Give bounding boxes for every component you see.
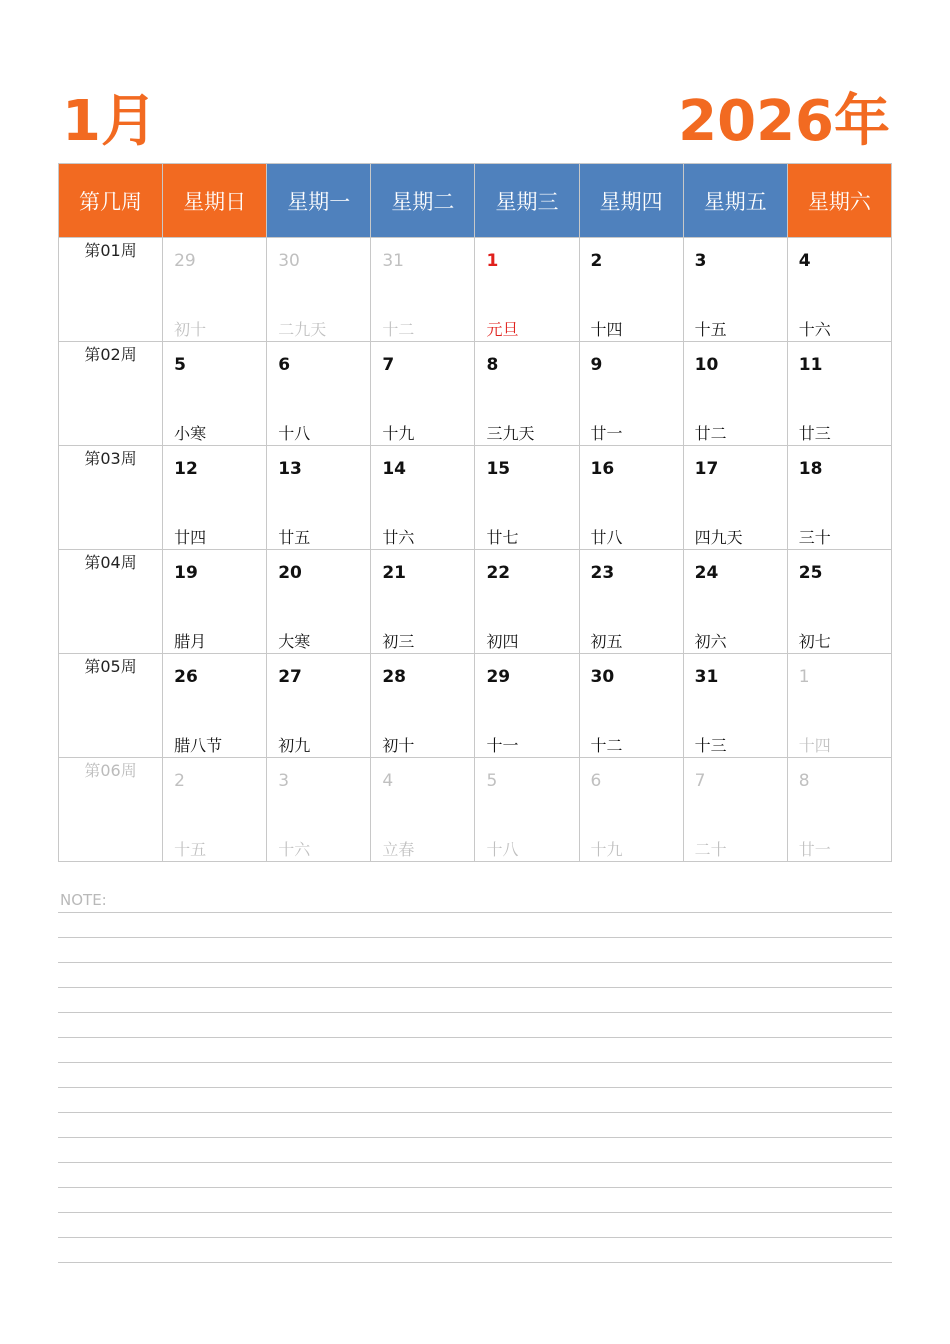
day-number: 23: [590, 563, 615, 583]
day-number: 30: [278, 251, 300, 271]
day-number: 18: [798, 459, 823, 479]
lunar-date: 廿一: [590, 424, 623, 443]
lunar-date: 十九: [590, 840, 623, 859]
day-cell[interactable]: [371, 342, 475, 446]
day-number: 14: [382, 459, 406, 479]
day-number: 6: [590, 771, 602, 791]
day-cell[interactable]: [579, 550, 683, 654]
note-line: [58, 1237, 892, 1262]
day-cell[interactable]: [267, 342, 371, 446]
day-cell[interactable]: [579, 446, 683, 550]
note-line: [58, 962, 892, 987]
lunar-date: 腊月: [174, 632, 207, 651]
lunar-date: 立春: [382, 840, 415, 859]
day-number: 16: [590, 459, 615, 479]
day-cell[interactable]: [163, 238, 267, 342]
day-cell[interactable]: [475, 654, 579, 758]
note-lines: [58, 912, 892, 1287]
day-number: 7: [694, 771, 706, 791]
day-cell[interactable]: [163, 446, 267, 550]
day-cell[interactable]: [683, 342, 787, 446]
day-number: 24: [694, 563, 719, 583]
day-cell[interactable]: [683, 550, 787, 654]
day-number: 9: [590, 355, 603, 375]
lunar-date: 腊八节: [174, 736, 223, 755]
week-number-cell: 第06周: [59, 758, 163, 862]
day-number: 1: [486, 251, 499, 271]
day-number: 1: [798, 667, 810, 687]
month-title: 1月: [62, 89, 157, 154]
day-number: 19: [174, 563, 198, 583]
day-number: 8: [486, 355, 499, 375]
week-row: [59, 342, 892, 446]
day-number: 28: [382, 667, 406, 687]
lunar-date: 十三: [694, 736, 727, 755]
lunar-date: 廿八: [590, 528, 623, 547]
year-title: 2026年: [678, 89, 890, 154]
week-row: [59, 654, 892, 758]
day-cell[interactable]: [371, 550, 475, 654]
week-row: [59, 550, 892, 654]
day-number: 4: [382, 771, 394, 791]
day-cell[interactable]: [267, 550, 371, 654]
lunar-date: 二九天: [278, 320, 327, 339]
day-number: 15: [486, 459, 511, 479]
day-cell[interactable]: [371, 238, 475, 342]
lunar-date: 初五: [590, 632, 623, 651]
day-number: 29: [486, 667, 511, 687]
day-number: 5: [174, 355, 186, 375]
day-number: 29: [174, 251, 196, 271]
day-number: 17: [694, 459, 719, 479]
day-number: 26: [174, 667, 198, 687]
note-line: [58, 1212, 892, 1237]
weekday-header-sunday: 星期日: [163, 164, 267, 238]
note-line: [58, 1012, 892, 1037]
lunar-date: 二十: [694, 840, 727, 859]
week-number-cell: 第03周: [59, 446, 163, 550]
week-row: [59, 758, 892, 862]
day-number: 3: [278, 771, 290, 791]
lunar-date: 三十: [798, 528, 831, 547]
day-cell[interactable]: [475, 550, 579, 654]
day-number: 13: [278, 459, 302, 479]
lunar-date: 十五: [174, 840, 207, 859]
week-row: [59, 446, 892, 550]
lunar-date: 十八: [486, 840, 519, 859]
note-line: [58, 912, 892, 937]
day-cell[interactable]: [683, 758, 787, 862]
note-line: [58, 1137, 892, 1162]
day-cell[interactable]: [267, 758, 371, 862]
weekday-header-row: [59, 164, 892, 238]
weekday-header-saturday: 星期六: [787, 164, 891, 238]
note-line: [58, 987, 892, 1012]
note-line: [58, 937, 892, 962]
day-number: 5: [486, 771, 498, 791]
week-number-cell: 第02周: [59, 342, 163, 446]
note-line: [58, 1037, 892, 1062]
day-number: 2: [174, 771, 185, 791]
lunar-date: 廿六: [382, 528, 415, 547]
day-cell[interactable]: [371, 758, 475, 862]
day-number: 12: [174, 459, 198, 479]
day-cell[interactable]: [683, 654, 787, 758]
day-number: 31: [694, 667, 719, 687]
lunar-date: 初九: [278, 736, 311, 755]
lunar-date: 十五: [694, 320, 727, 339]
lunar-date: 三九天: [486, 424, 535, 443]
lunar-date: 廿二: [694, 424, 727, 443]
lunar-date: 初四: [486, 632, 519, 651]
lunar-date: 初十: [382, 736, 415, 755]
day-number: 22: [486, 563, 511, 583]
note-line: [58, 1112, 892, 1137]
lunar-date: 大寒: [278, 632, 311, 651]
day-cell[interactable]: [267, 654, 371, 758]
day-number: 8: [798, 771, 810, 791]
week-row: [59, 238, 892, 342]
note-line: [58, 1187, 892, 1212]
lunar-date: 十四: [798, 736, 831, 755]
lunar-date: 十二: [382, 320, 415, 339]
week-number-cell: 第04周: [59, 550, 163, 654]
lunar-date: 小寒: [174, 424, 207, 443]
lunar-date: 初七: [798, 632, 831, 651]
day-cell[interactable]: [579, 758, 683, 862]
day-cell[interactable]: [787, 446, 891, 550]
day-number: 2: [590, 251, 603, 271]
note-label: NOTE:: [60, 891, 107, 909]
lunar-date: 廿一: [798, 840, 831, 859]
day-cell[interactable]: [579, 342, 683, 446]
weekday-header-thursday: 星期四: [579, 164, 683, 238]
day-number: 10: [694, 355, 719, 375]
calendar-body: [59, 238, 892, 862]
day-cell[interactable]: [579, 654, 683, 758]
day-cell[interactable]: [787, 758, 891, 862]
lunar-date: 初六: [694, 632, 727, 651]
day-cell[interactable]: [163, 758, 267, 862]
day-cell[interactable]: [475, 446, 579, 550]
day-number: 25: [798, 563, 823, 583]
day-cell[interactable]: [371, 446, 475, 550]
day-cell[interactable]: [683, 238, 787, 342]
day-number: 11: [798, 355, 823, 375]
day-cell[interactable]: [267, 238, 371, 342]
week-number-header: 第几周: [59, 164, 163, 238]
lunar-date: 初十: [174, 320, 207, 339]
lunar-date: 十二: [590, 736, 623, 755]
lunar-date: 廿七: [486, 528, 519, 547]
day-cell[interactable]: [683, 446, 787, 550]
lunar-date: 廿四: [174, 528, 207, 547]
weekday-header-tuesday: 星期二: [371, 164, 475, 238]
day-number: 3: [694, 251, 707, 271]
note-line: [58, 1162, 892, 1187]
notes-section: [58, 888, 892, 1287]
day-number: 6: [278, 355, 291, 375]
weekday-header-wednesday: 星期三: [475, 164, 579, 238]
lunar-date: 十九: [382, 424, 415, 443]
day-number: 30: [590, 667, 615, 687]
day-cell[interactable]: [787, 550, 891, 654]
note-line: [58, 1087, 892, 1112]
lunar-date: 十一: [486, 736, 519, 755]
day-number: 31: [382, 251, 404, 271]
week-number-cell: 第05周: [59, 654, 163, 758]
lunar-date: 十六: [798, 320, 831, 339]
day-cell[interactable]: [787, 238, 891, 342]
day-number: 7: [382, 355, 395, 375]
day-cell[interactable]: [787, 654, 891, 758]
lunar-date: 初三: [382, 632, 415, 651]
lunar-date: 元旦: [486, 320, 519, 339]
calendar-grid: [58, 163, 892, 862]
day-cell[interactable]: [787, 342, 891, 446]
lunar-date: 十六: [278, 840, 311, 859]
lunar-date: 十八: [278, 424, 311, 443]
lunar-date: 廿三: [798, 424, 831, 443]
day-cell[interactable]: [579, 238, 683, 342]
week-number-cell: 第01周: [59, 238, 163, 342]
day-number: 21: [382, 563, 406, 583]
weekday-header-friday: 星期五: [683, 164, 787, 238]
note-line: [58, 1062, 892, 1087]
lunar-date: 廿五: [278, 528, 311, 547]
day-cell[interactable]: [371, 654, 475, 758]
day-cell[interactable]: [163, 342, 267, 446]
lunar-date: 四九天: [694, 528, 743, 547]
day-number: 4: [798, 251, 811, 271]
day-number: 20: [278, 563, 302, 583]
day-cell[interactable]: [475, 342, 579, 446]
lunar-date: 十四: [590, 320, 623, 339]
day-number: 27: [278, 667, 302, 687]
day-cell[interactable]: [267, 446, 371, 550]
day-cell[interactable]: [475, 238, 579, 342]
day-cell[interactable]: [163, 550, 267, 654]
note-line: [58, 1262, 892, 1287]
day-cell[interactable]: [475, 758, 579, 862]
day-cell[interactable]: [163, 654, 267, 758]
weekday-header-monday: 星期一: [267, 164, 371, 238]
